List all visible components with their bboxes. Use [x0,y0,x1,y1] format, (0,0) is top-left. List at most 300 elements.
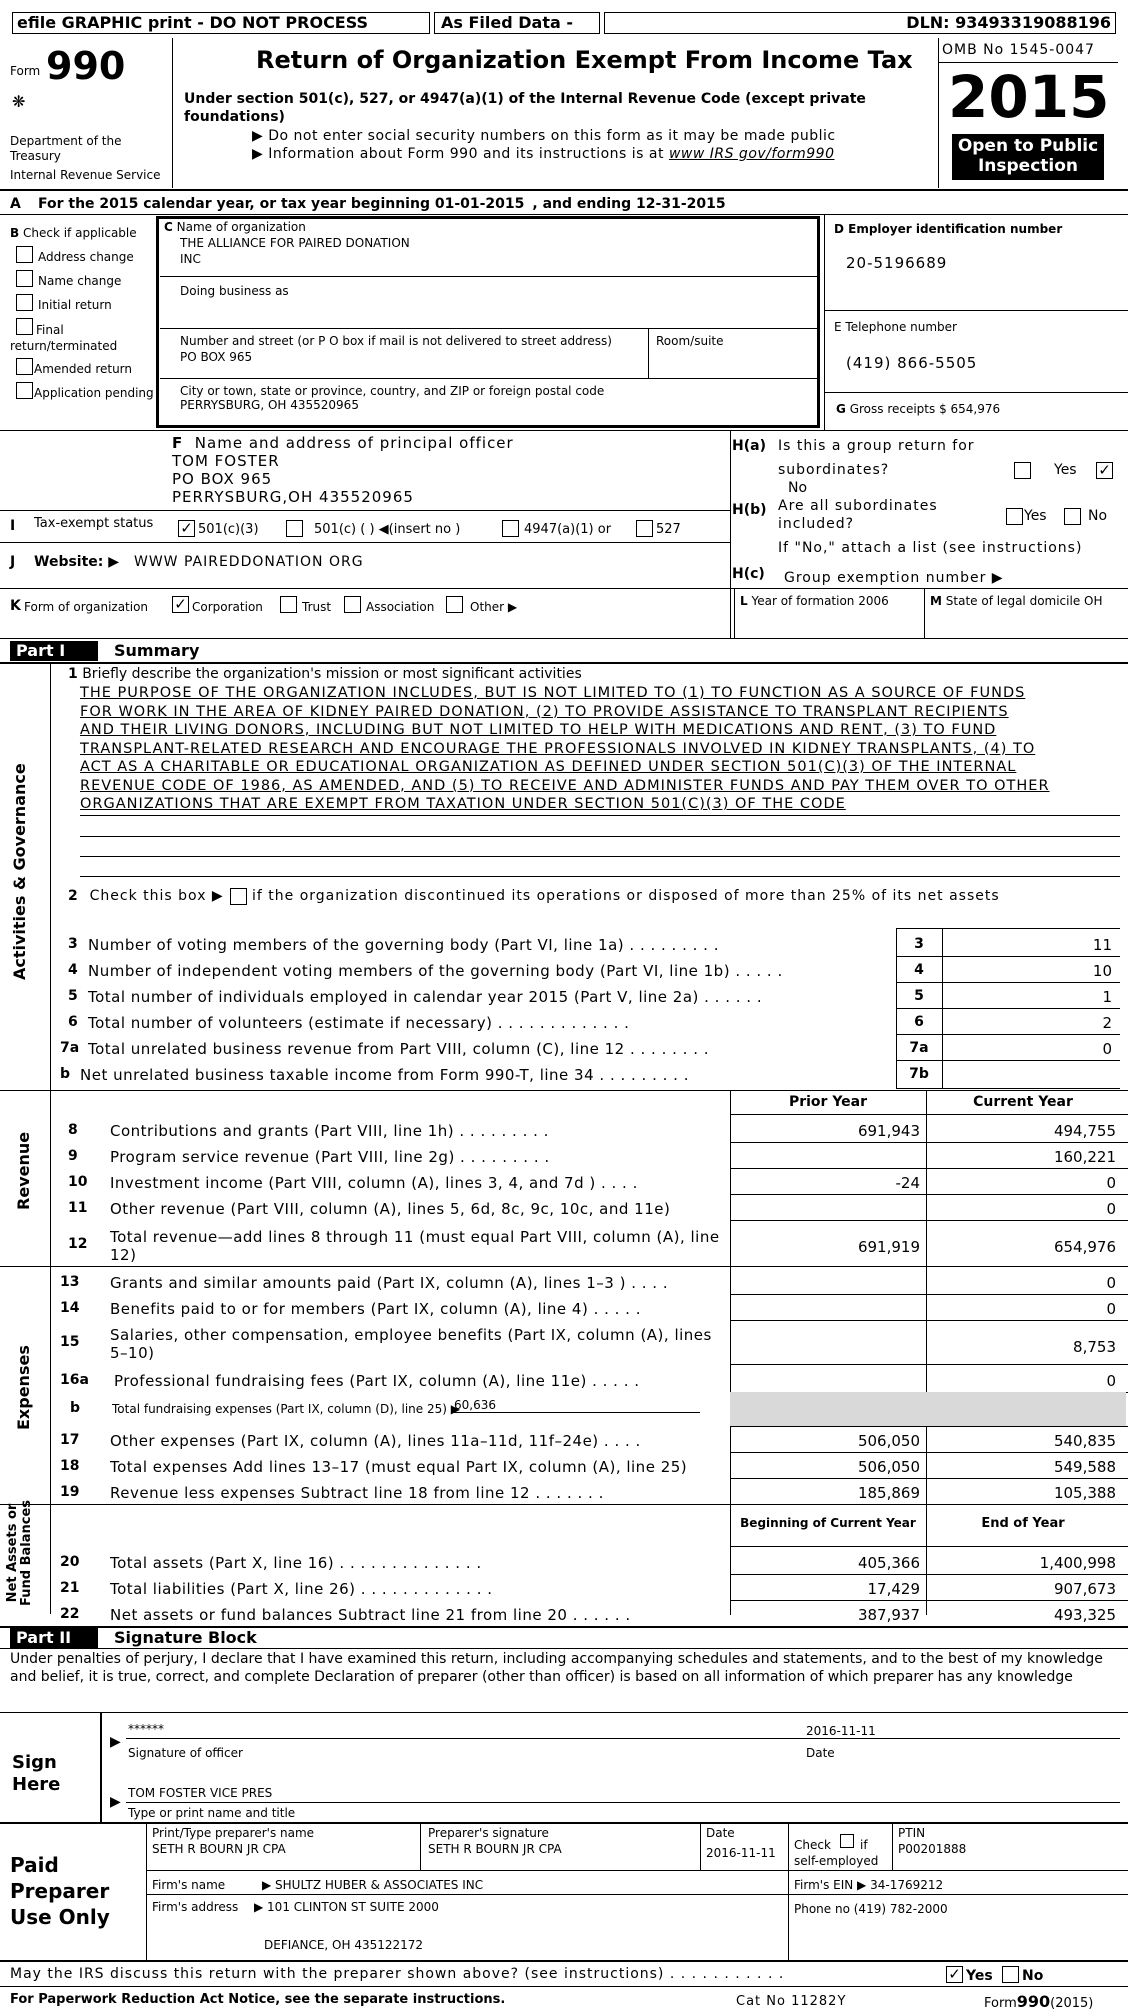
divider [146,1894,1128,1895]
mission-line: ORGANIZATIONS THAT ARE EXEMPT FROM TAXATION UNDER SECTION 501(C)(3) OF THE CODE [80,796,846,812]
use-only-word: Use Only [10,1905,110,1929]
divider [126,1802,1120,1803]
line4-num: 4 [68,962,78,978]
line14-num: 14 [60,1300,80,1316]
m-text: State of legal domicile OH [945,594,1103,608]
mission-text [80,684,1120,814]
line19-prior: 185,869 [857,1484,920,1502]
line16a-current: 0 [1106,1372,1116,1390]
501c-label: 501(c) ( ) ◀(insert no ) [314,522,461,537]
line12-current: 654,976 [1053,1238,1116,1256]
line2-pre: Check this box ▶ [89,888,224,904]
firm-address2: DEFIANCE, OH 435122172 [264,1938,424,1952]
blank-line [80,836,1120,837]
city-label: City or town, state or province, country, and ZIP or foreign postal code [180,384,605,398]
address-change-checkbox[interactable] [16,246,33,263]
dba-label: Doing business as [180,284,289,298]
part1-tag: Part I [10,641,98,661]
divider [0,214,1128,215]
divider [420,1822,421,1870]
divider [896,982,1120,983]
corporation-label: Corporation [192,600,263,614]
divider [700,1822,701,1870]
line2 [68,888,224,904]
open-line1: Open to Public [957,136,1099,156]
ein-label: D Employer identification number [834,222,1063,236]
application-pending-checkbox[interactable] [16,382,33,399]
line1-text: Briefly describe the organization's mission or most significant activities [82,666,582,682]
c-name-text: Name of organization [176,220,306,234]
officer-label [172,434,514,452]
discontinued-checkbox[interactable] [230,888,247,905]
line12-prior: 691,919 [857,1238,920,1256]
line21-text: Total liabilities (Part X, line 26) . . . . . . . . . . . . . [110,1580,493,1598]
line22-end: 493,325 [1053,1606,1116,1624]
divider [730,430,731,638]
line17-prior: 506,050 [857,1432,920,1450]
form-subtitle: Under section 501(c), 527, or 4947(a)(1) of the Internal Revenue Code (except private foundations) [184,91,866,125]
paid-preparer-label [10,1852,110,1930]
name-change-checkbox[interactable] [16,270,33,287]
g-label: G [836,402,846,416]
divider [730,1600,1128,1601]
line21-num: 21 [60,1580,80,1596]
footer-form-word: Form [984,1996,1017,2011]
line4-value: 10 [1092,962,1112,980]
divider [126,1738,1120,1739]
divider [788,1870,789,1960]
association-checkbox[interactable] [344,596,361,613]
line9-current: 160,221 [1053,1148,1116,1166]
line15-num: 15 [60,1334,80,1350]
line-a-ending: , and ending 12-31-2015 [532,196,726,212]
officer-name: TOM FOSTER [172,452,280,470]
line1-num: 1 [68,666,78,682]
officer-name-title: TOM FOSTER VICE PRES [128,1786,273,1800]
divider [730,1364,1128,1365]
line6-num: 6 [68,1014,78,1030]
divider [896,1088,1120,1089]
self-employed-checkbox[interactable] [840,1834,854,1848]
hb-no-checkbox[interactable] [1064,508,1081,525]
line5-key: 5 [914,988,924,1004]
self-employed-label: self-employed [794,1854,879,1868]
legal-domicile [930,594,1103,608]
as-filed-banner [434,12,600,34]
other-checkbox[interactable] [446,596,463,613]
trust-checkbox[interactable] [280,596,297,613]
discuss-no-label: No [1022,1968,1044,1984]
line15-current: 8,753 [1073,1338,1116,1356]
line3-text: Number of voting members of the governing body (Part VI, line 1a) . . . . . . . . . [88,936,719,954]
line20-begin: 405,366 [857,1554,920,1572]
divider [824,392,1128,393]
line19-current: 105,388 [1053,1484,1116,1502]
line20-end: 1,400,998 [1039,1554,1116,1572]
officer-address1: PO BOX 965 [172,470,273,488]
other-label: Other ▶ [470,600,518,614]
hb-note: If "No," attach a list (see instructions) [778,540,1083,556]
irs-discuss-question: May the IRS discuss this return with the preparer shown above? (see instructions) . . . . . . . . . . . [10,1966,785,1982]
preparer-word: Preparer [10,1879,110,1903]
org-name-line2: INC [180,252,201,266]
discuss-yes-checkbox[interactable]: ✓ [946,1966,963,1983]
firm-address-label: Firm's address [152,1900,239,1914]
blank-line [80,815,1120,816]
line8-current: 494,755 [1053,1122,1116,1140]
divider [896,1034,1120,1035]
line5-num: 5 [68,988,78,1004]
part2-tag: Part II [10,1628,98,1648]
street-label: Number and street (or P O box if mail is not delivered to street address) [180,334,612,348]
line20-num: 20 [60,1554,80,1570]
as-filed-text: As Filed Data - [441,13,573,32]
hb-yes-label: Yes [1024,508,1047,524]
current-year-header: Current Year [973,1094,1073,1110]
divider [0,662,1128,664]
line16b-value: 60,636 [454,1398,700,1413]
preparer-date-label: Date [706,1826,735,1840]
discuss-no-checkbox[interactable] [1002,1966,1019,1983]
line10-num: 10 [68,1174,88,1190]
divider [896,1060,1120,1061]
divider [160,276,818,277]
line4-key: 4 [914,962,924,978]
divider [0,1986,1128,1987]
divider [896,928,1120,929]
line7a-value: 0 [1102,1040,1112,1058]
line18-prior: 506,050 [857,1458,920,1476]
line21-end: 907,673 [1053,1580,1116,1598]
501c3-label: 501(c)(3) [198,522,259,537]
hb-question2: included? [778,516,855,532]
preparer-name: SETH R BOURN JR CPA [152,1842,286,1856]
divider [824,214,825,430]
tax-year: 2015 [948,63,1110,131]
side-label-governance: Activities & Governance [10,763,29,980]
hb-question1: Are all subordinates [778,498,938,514]
line11-current: 0 [1106,1200,1116,1218]
line20-text: Total assets (Part X, line 16) . . . . . . . . . . . . . . [110,1554,482,1572]
line22-num: 22 [60,1606,80,1622]
part1-title: Summary [114,641,200,660]
efile-text: efile GRAPHIC print - DO NOT PROCESS [17,13,369,32]
mission-line: REVENUE CODE OF 1986, AS AMENDED, AND (5) TO RECEIVE AND ADMINISTER FUNDS AND PAY THEM OVER TO OTHER [80,777,1050,794]
divider [730,1320,1128,1321]
g-text: Gross receipts $ 654,976 [849,402,1001,416]
m-label: M [930,594,942,608]
mission-line: AND THEIR LIVING DONORS, INCLUDING BUT NOT LIMITED TO HELP WITH MEDICATIONS AND RENT, (3) TO FUND [80,722,997,738]
dln-text: DLN: 93493319088196 [906,13,1111,32]
part2-title: Signature Block [114,1628,257,1647]
initial-return-label: Initial return [38,298,112,312]
divider [730,1220,1128,1221]
divider [648,328,649,378]
hb-no-label: No [1088,508,1108,524]
sign-arrow-icon: ▶ [110,1734,121,1750]
line15-text: Salaries, other compensation, employee benefits (Part IX, column (A), lines 5–10) [110,1326,712,1362]
c-label: C [164,220,173,234]
c-name-label [164,220,306,234]
divider [730,1426,1128,1427]
501c-checkbox[interactable] [286,520,303,537]
hc-label: H(c) [732,566,765,582]
divider [100,1712,102,1822]
divider [0,588,1128,589]
mission-line: FOR WORK IN THE AREA OF KIDNEY PAIRED DONATION, (2) TO PROVIDE ASSISTANCE TO TRANSPLANT RECIPIENTS [80,703,1009,720]
side-divider [50,662,51,1614]
ha-question2: subordinates? [778,462,890,478]
line17-num: 17 [60,1432,80,1448]
divider [0,1504,1128,1505]
side-label-expenses: Expenses [14,1345,33,1430]
divider [0,430,1128,431]
street-value: PO BOX 965 [180,350,253,364]
f-text: Name and address of principal officer [194,434,514,452]
efile-banner [12,12,430,34]
amended-return-checkbox[interactable] [16,358,33,375]
preparer-signature: SETH R BOURN JR CPA [428,1842,562,1856]
divider [0,1712,1128,1713]
ptin-value: P00201888 [898,1842,967,1856]
line12-text: Total revenue—add lines 8 through 11 (must equal Part VIII, column (A), line 12) [110,1228,720,1264]
website-value[interactable]: WWW PAIREDDONATION ORG [134,554,364,570]
line19-num: 19 [60,1484,80,1500]
line13-text: Grants and similar amounts paid (Part IX, column (A), lines 1–3 ) . . . . [110,1274,669,1292]
line18-text: Total expenses Add lines 13–17 (must equal Part IX, column (A), line 25) [110,1458,688,1476]
initial-return-checkbox[interactable] [16,294,33,311]
line18-current: 549,588 [1053,1458,1116,1476]
divider [730,1194,1128,1195]
divider [730,1478,1128,1479]
ha-yes-checkbox[interactable] [1014,462,1031,479]
hb-yes-checkbox[interactable] [1006,508,1023,525]
divider [0,542,730,543]
line11-num: 11 [68,1200,88,1216]
divider [0,638,1128,639]
phone-label: E Telephone number [834,320,957,334]
l-text: Year of formation 2006 [751,594,889,608]
line17-current: 540,835 [1053,1432,1116,1450]
begin-year-header: Beginning of Current Year [740,1516,916,1530]
527-label: 527 [656,522,681,537]
line12-num: 12 [68,1236,88,1252]
i-label: I [10,518,16,534]
ssn-warning: ▶ Do not enter social security numbers on this form as it may be made public [252,128,836,144]
k-label: K [10,598,21,614]
line8-prior: 691,943 [857,1122,920,1140]
divider [892,1822,893,1870]
shaded-cell [730,1392,1126,1426]
divider [0,1090,1128,1091]
form-title: Return of Organization Exempt From Income Tax [256,46,913,74]
mission-line: THE PURPOSE OF THE ORGANIZATION INCLUDES, BUT IS NOT LIMITED TO (1) TO FUNCTION AS A SOURCE OF FUNDS [80,685,1026,701]
city-value: PERRYSBURG, OH 435520965 [180,398,359,412]
omb-number: OMB No 1545-0047 [942,42,1095,58]
line21-begin: 17,429 [867,1580,920,1598]
line18-num: 18 [60,1458,80,1474]
phone-value: (419) 866-5505 [846,354,978,372]
divider [0,510,730,511]
tax-exempt-label: Tax-exempt status [34,516,154,531]
corporation-checkbox[interactable]: ✓ [172,596,189,613]
if-label: if [860,1838,868,1852]
divider [160,378,818,379]
sign-word: Sign [12,1752,57,1773]
preparer-name-label: Print/Type preparer's name [152,1826,315,1840]
section-b-title [10,226,137,240]
irs-link[interactable]: www IRS gov/form990 [668,146,835,162]
line16a-num: 16a [60,1372,89,1388]
ein-value: 20-5196689 [846,254,948,272]
sig-officer-label: Signature of officer [128,1746,243,1760]
date-label: Date [806,1746,835,1760]
line16b-text: Total fundraising expenses (Part IX, column (D), line 25) ▶ [112,1402,460,1416]
4947-label: 4947(a)(1) or [524,522,612,537]
divider [938,38,939,188]
website-label: Website: ▶ [34,554,120,570]
application-pending-label: Application pending [34,386,154,400]
gross-receipts [836,402,1000,416]
firm-name: ▶ SHULTZ HUBER & ASSOCIATES INC [262,1878,484,1892]
address-change-label: Address change [38,250,134,264]
divider [160,328,818,329]
line6-text: Total number of volunteers (estimate if necessary) . . . . . . . . . . . . . [88,1014,630,1032]
irs-label: Internal Revenue Service [10,168,161,182]
ha-no-label: No [788,480,808,496]
line10-prior: -24 [895,1174,920,1192]
line19-text: Revenue less expenses Subtract line 18 from line 12 . . . . . . . [110,1484,604,1502]
sign-arrow-icon: ▶ [110,1794,121,1810]
org-form-label: Form of organization [24,600,149,614]
divider [0,1960,1128,1962]
firm-address1: ▶ 101 CLINTON ST SUITE 2000 [254,1900,439,1914]
line9-num: 9 [68,1148,78,1164]
line17-text: Other expenses (Part IX, column (A), lines 11a–11d, 11f–24e) . . . . [110,1432,641,1450]
ha-no-checkbox[interactable]: ✓ [1096,462,1113,479]
line2-num: 2 [68,888,79,904]
divider [734,588,735,638]
501c3-checkbox[interactable]: ✓ [178,520,195,537]
firm-name-label: Firm's name [152,1878,226,1892]
divider [730,1294,1128,1295]
l-label: L [740,594,748,608]
line16b-num: b [70,1400,81,1416]
line6-key: 6 [914,1014,924,1030]
room-label: Room/suite [656,334,724,348]
divider [896,956,1120,957]
ha-label: H(a) [732,438,766,454]
527-checkbox[interactable] [636,520,653,537]
line-a-label: A [10,196,21,212]
line4-text: Number of independent voting members of the governing body (Part VI, line 1b) . . . . . [88,962,783,980]
instructions-line [252,146,835,162]
here-word: Here [12,1774,61,1795]
line7b-key: 7b [909,1066,929,1082]
paperwork-notice: For Paperwork Reduction Act Notice, see the separate instructions. [10,1992,506,2007]
open-line2: Inspection [977,156,1079,176]
mission-line: TRANSPLANT-RELATED RESEARCH AND ENCOURAGE THE PROFESSIONALS INVOLVED IN KIDNEY TRANSPLANTS, (4) TO [80,740,1036,757]
dept-treasury: Department of the Treasury [10,134,122,163]
line-a-text: For the 2015 calendar year, or tax year beginning 01-01-2015 [38,196,525,212]
open-to-public-badge [952,134,1104,180]
line13-current: 0 [1106,1274,1116,1292]
footer-form-number: 990 [1016,1992,1051,2011]
line11-text: Other revenue (Part VIII, column (A), lines 5, 6d, 8c, 9c, 10c, and 11e) [110,1200,671,1218]
instructions-text: ▶ Information about Form 990 and its instructions is at [252,146,669,162]
perjury-statement: Under penalties of perjury, I declare that I have examined this return, including accompanying schedules and statements, and to the best of my knowledge and belief, it is true, correct, and complete Declaration of preparer (other than officer) is based on all information of which preparer has any knowledge [10,1651,1103,1685]
divider [788,1822,789,1870]
divider [730,1546,1128,1547]
ha-yes-label: Yes [1054,462,1077,478]
line9-text: Program service revenue (Part VIII, line 2g) . . . . . . . . . [110,1148,550,1166]
line16a-text: Professional fundraising fees (Part IX, column (A), line 11e) . . . . . [114,1372,640,1390]
officer-title-label: Type or print name and title [128,1806,296,1820]
line10-current: 0 [1106,1174,1116,1192]
paid-word: Paid [10,1853,59,1877]
j-label: J [10,554,16,570]
divider [730,1114,1128,1115]
line1 [68,666,582,682]
divider [730,1168,1128,1169]
line5-text: Total number of individuals employed in calendar year 2015 (Part V, line 2a) . . . . . . [88,988,763,1006]
line22-begin: 387,937 [857,1606,920,1624]
line13-num: 13 [60,1274,80,1290]
sign-here-label [12,1752,60,1796]
hb-label: H(b) [732,502,767,518]
line8-num: 8 [68,1122,78,1138]
line7a-num: 7a [60,1040,80,1056]
firm-phone: Phone no (419) 782-2000 [794,1902,948,1916]
divider [0,1822,1128,1824]
f-label: F [172,434,184,452]
check-label: Check [794,1838,831,1852]
side-label-net-assets: Net Assets or Fund Balances [5,1500,34,1606]
line3-value: 11 [1092,936,1112,954]
line7a-text: Total unrelated business revenue from Part VIII, column (C), line 12 . . . . . . . . [88,1040,710,1058]
blank-line [80,856,1120,857]
divider [730,1574,1128,1575]
discuss-yes-label: Yes [966,1968,993,1984]
officer-signature: ****** [128,1722,164,1736]
side-label-revenue: Revenue [14,1131,33,1210]
divider [730,1452,1128,1453]
footer-form-year: (2015) [1050,1996,1094,2011]
divider [0,189,1128,191]
amended-return-label: Amended return [34,362,133,376]
4947-checkbox[interactable] [502,520,519,537]
divider [146,1870,1128,1871]
line7b-num: b [60,1066,71,1082]
divider [0,1266,1128,1267]
line22-text: Net assets or fund balances Subtract line 21 from line 20 . . . . . . [110,1606,631,1624]
firm-ein: Firm's EIN ▶ 34-1769212 [794,1878,944,1892]
line14-current: 0 [1106,1300,1116,1318]
trust-label: Trust [302,600,332,614]
divider [896,1008,1120,1009]
name-change-label: Name change [38,274,122,288]
divider [824,310,1128,311]
association-label: Association [366,600,435,614]
divider [924,588,925,638]
line5-value: 1 [1102,988,1112,1006]
org-name-line1: THE ALLIANCE FOR PAIRED DONATION [180,236,410,250]
form-footer [984,1992,1093,2011]
ptin-label: PTIN [898,1826,926,1840]
form-word: Form [10,64,41,78]
year-formation [740,594,889,608]
divider [0,1648,1128,1649]
